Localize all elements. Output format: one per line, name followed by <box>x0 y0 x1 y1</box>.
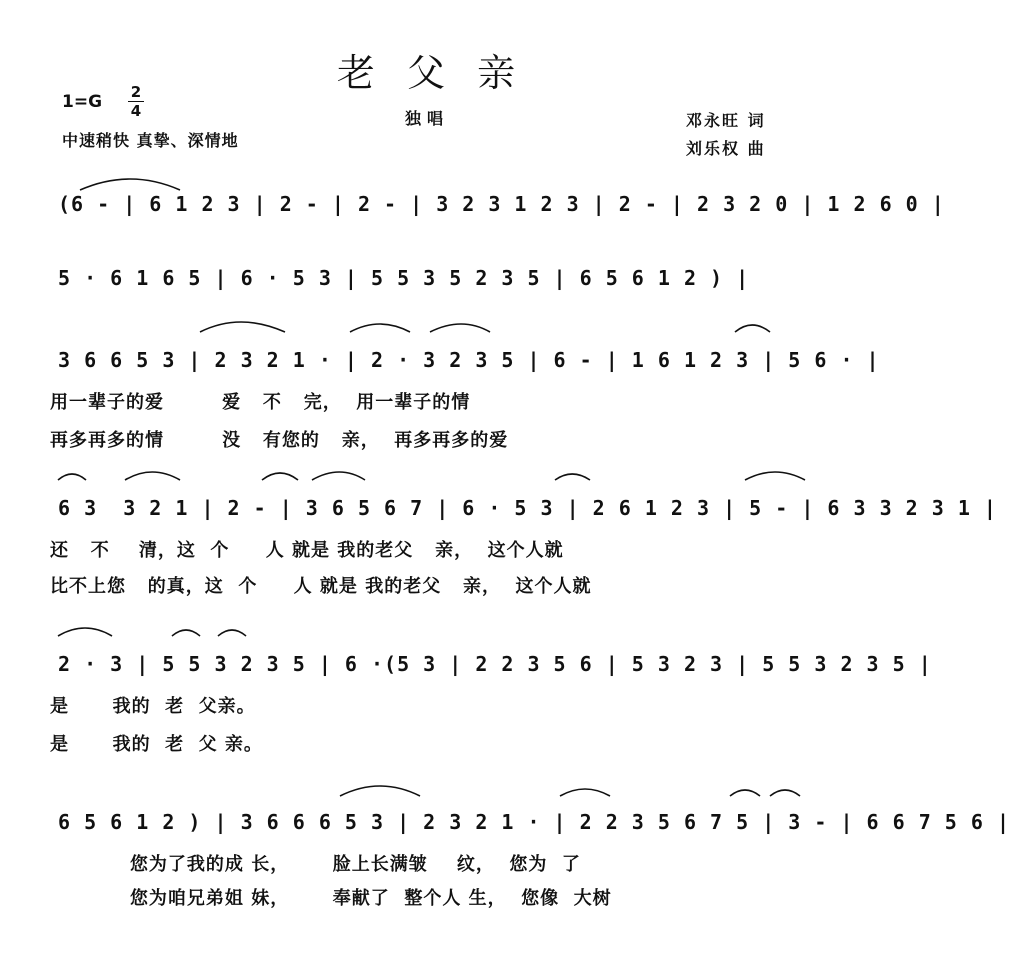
lyric-verse-1: 用一辈子的爱 爱 不 完， 用一辈子的情 <box>50 392 471 413</box>
notation-line: 6 3 3 2 1 | 2 - | 3 6 5 6 7 | 6 · 5 3 | 2 6 1 2 3 | 5 - | 6 3 3 2 3 1 | <box>58 496 997 520</box>
lyric-verse-2: 是 我的 老 父 亲。 <box>50 734 263 755</box>
notation-line: 6 5 6 1 2 ) | 3 6 6 6 5 3 | 2 3 2 1 · | 2 2 3 5 6 7 5 | 3 - | 6 6 7 5 6 | <box>58 810 1010 834</box>
tempo-marking: 中速稍快 真挚、深情地 <box>62 131 239 150</box>
performance-type: 独唱 <box>405 109 450 128</box>
lyric-verse-1: 是 我的 老 父亲。 <box>50 696 256 717</box>
song-title: 老 父 亲 <box>336 51 526 95</box>
composer-credit: 刘乐权 曲 <box>686 139 766 158</box>
time-top: 2 <box>130 83 142 101</box>
notation-line: 3 6 6 5 3 | 2 3 2 1 · | 2 · 3 2 3 5 | 6 - | 1 6 1 2 3 | 5 6 · | <box>58 348 880 372</box>
lyric-verse-2: 再多再多的情 没 有您的 亲， 再多再多的爱 <box>50 430 509 451</box>
notation-line: 2 · 3 | 5 5 3 2 3 5 | 6 ·(5 3 | 2 2 3 5 6 | 5 3 2 3 | 5 5 3 2 3 5 | <box>58 652 932 676</box>
notation-line: (6 - | 6 1 2 3 | 2 - | 2 - | 3 2 3 1 2 3 | 2 - | 2 3 2 0 | 1 2 6 0 | <box>58 192 945 216</box>
lyric-verse-2: 您为咱兄弟姐 妹， 奉献了 整个人 生， 您像 大树 <box>50 888 612 909</box>
lyric-verse-1: 您为了我的成 长， 脸上长满皱 纹， 您为 了 <box>50 854 581 875</box>
time-bottom: 4 <box>130 102 142 120</box>
lyric-verse-2: 比不上您 的真，这 个 人 就是 我的老父 亲， 这个人就 <box>50 576 592 597</box>
lyric-verse-1: 还 不 清，这 个 人 就是 我的老父 亲， 这个人就 <box>50 540 564 561</box>
notation-line: 5 · 6 1 6 5 | 6 · 5 3 | 5 5 3 5 2 3 5 | 6 5 6 1 2 ) | <box>58 266 750 290</box>
key-signature: 1=G <box>62 92 103 112</box>
lyricist-credit: 邓永旺 词 <box>686 111 766 130</box>
